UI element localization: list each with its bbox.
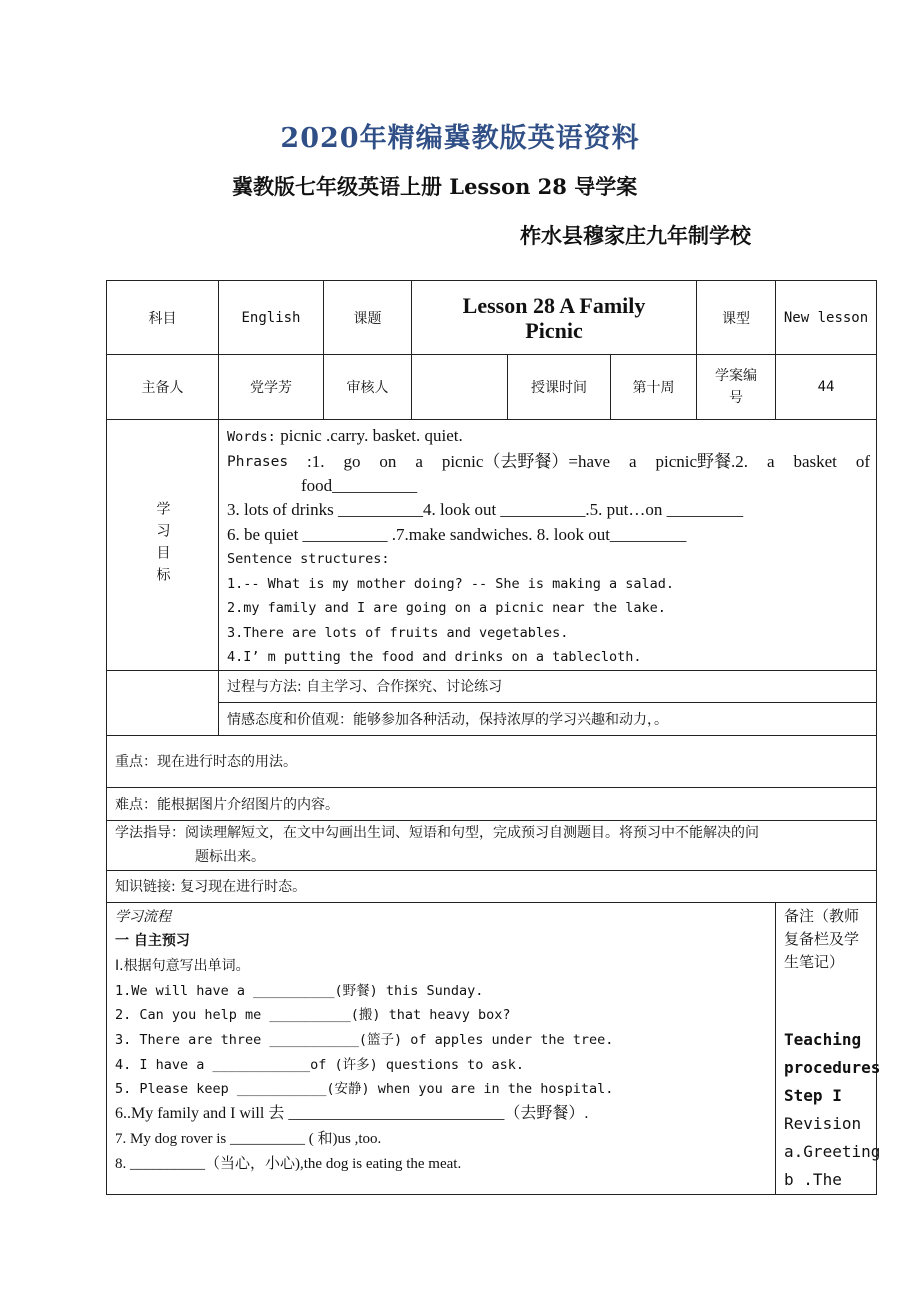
subject-label: 科目 xyxy=(107,281,219,355)
lesson-plan-table xyxy=(106,280,881,1195)
exercise-item: 1.We will have a __________(野餐) this Sunday. xyxy=(115,982,484,999)
type-label: 课型 xyxy=(697,281,776,355)
difficult-point: 难点：能根据图片介绍图片的内容。 xyxy=(107,787,877,820)
number-value: 44 xyxy=(776,355,877,420)
key-point: 重点：现在进行时态的用法。 xyxy=(107,735,877,787)
revision-line: a.Greeting xyxy=(784,1141,881,1161)
info-row-2 xyxy=(107,355,877,420)
words-text: picnic .carry. basket. quiet. xyxy=(280,426,463,445)
flow-section: 一 自主预习 xyxy=(115,933,190,950)
phrase-part: picnic（去野餐）=have xyxy=(441,451,611,471)
phrase-part: basket xyxy=(793,451,837,471)
document-subtitle: 冀教版七年级英语上册 Lesson 28 导学案 xyxy=(232,174,638,199)
flow-instruction: I.根据句意写出单词。 xyxy=(115,957,250,974)
subject-value: English xyxy=(219,281,324,355)
knowledge-link: 知识链接: 复习现在进行时态。 xyxy=(107,870,877,902)
words-line xyxy=(227,424,870,450)
flow-row xyxy=(107,902,877,1194)
reviewer-value xyxy=(412,355,508,420)
banner-title: 2020年精编冀教版英语资料 xyxy=(280,123,640,154)
preparer-value: 党学芳 xyxy=(219,355,324,420)
info-row-1 xyxy=(107,281,877,355)
phrases-line xyxy=(227,450,870,474)
guidance-cell xyxy=(107,820,877,870)
procedure-line: Teaching xyxy=(784,1029,862,1049)
words-label: Words: xyxy=(227,429,276,445)
notes-header-line: 生笔记） xyxy=(784,952,845,971)
sentence-label: Sentence structures: xyxy=(227,551,390,567)
process-text: 过程与方法: 自主学习、合作探究、讨论练习 xyxy=(219,670,877,702)
sentence-item: 1.-- What is my mother doing? -- She is making a salad. xyxy=(227,575,675,592)
exercise-item: 8. __________（当心，小心),the dog is eating the meat. xyxy=(115,1155,462,1172)
attitude-row xyxy=(107,702,877,735)
time-value: 第十周 xyxy=(611,355,697,420)
guidance-line-2: 题标出来。 xyxy=(195,849,265,865)
phrase-part: a xyxy=(415,451,423,471)
flow-title: 学习流程 xyxy=(115,908,171,925)
exercise-item: 2. Can you help me __________(搬) that heavy box? xyxy=(115,1007,511,1024)
objectives-label: 学习目标 xyxy=(154,500,171,589)
exercise-item: 4. I have a ____________of (许多) questions to ask. xyxy=(115,1056,525,1073)
sentence-item: 2.my family and I are going on a picnic near the lake. xyxy=(227,600,666,616)
phrase-part: a xyxy=(628,451,637,471)
phrases-line-4: 6. be quiet __________ .7.make sandwiches. 8. look out_________ xyxy=(227,524,687,544)
key-point-row xyxy=(107,735,877,787)
preparer-label: 主备人 xyxy=(107,355,219,420)
notes-column xyxy=(776,902,881,1194)
phrase-part: a xyxy=(766,451,775,471)
objectives-side xyxy=(107,420,219,671)
topic-label: 课题 xyxy=(324,281,412,355)
number-label-text: 学案编号 xyxy=(715,368,758,406)
revision-line: Revision xyxy=(784,1113,862,1133)
topic-cell xyxy=(412,281,697,355)
guidance-row xyxy=(107,820,877,870)
attitude-text: 情感态度和价值观：能够参加各种活动，保持浓厚的学习兴趣和动力，。 xyxy=(219,702,877,735)
number-label xyxy=(697,355,776,420)
procedure-line: procedures xyxy=(784,1057,881,1077)
knowledge-row xyxy=(107,870,877,902)
topic-value: Lesson 28 A Family Picnic xyxy=(462,292,646,343)
phrase-part: picnic野餐.2. xyxy=(655,451,749,471)
reviewer-label: 审核人 xyxy=(324,355,412,420)
notes-header-line: 备注（教师 xyxy=(784,906,860,925)
notes-header-line: 复备栏及学 xyxy=(784,929,860,948)
type-value: New lesson xyxy=(776,281,877,355)
sentence-item: 4.I’ m putting the food and drinks on a tablecloth. xyxy=(227,649,642,665)
phrase-part: of xyxy=(855,451,870,471)
exercise-item: 3. There are three ___________(篮子) of apples under the tree. xyxy=(115,1032,614,1049)
phrase-part: :1. xyxy=(307,451,325,471)
objectives-row xyxy=(107,420,877,671)
school-name: 柞水县穆家庄九年制学校 xyxy=(520,223,751,248)
time-label: 授课时间 xyxy=(508,355,611,420)
guidance-line-1: 学法指导：阅读理解短文，在文中勾画出生词、短语和句型，完成预习自测题目。将预习中不能解决的问 xyxy=(115,825,759,841)
revision-line: b .The xyxy=(784,1169,842,1189)
phrases-line-3: 3. lots of drinks __________4. look out __________.5. put…on _________ xyxy=(227,500,744,519)
phrase-part: go xyxy=(343,451,361,471)
procedure-line: Step I xyxy=(784,1085,842,1105)
sentence-item: 3.There are lots of fruits and vegetables. xyxy=(227,624,569,641)
exercise-item: 7. My dog rover is __________ ( 和)us ,too. xyxy=(115,1130,382,1147)
phrase-part: on xyxy=(379,451,397,471)
flow-content xyxy=(107,902,776,1194)
process-row xyxy=(107,670,877,702)
exercise-item: 6..My family and I will 去 ___________________________（去野餐）. xyxy=(115,1105,589,1123)
phrases-label: Phrases xyxy=(227,453,289,470)
objectives-content xyxy=(219,420,877,671)
phrases-continuation: food__________ xyxy=(301,475,418,495)
exercise-item: 5. Please keep ___________(安静) when you are in the hospital. xyxy=(115,1081,614,1098)
difficult-point-row xyxy=(107,787,877,820)
